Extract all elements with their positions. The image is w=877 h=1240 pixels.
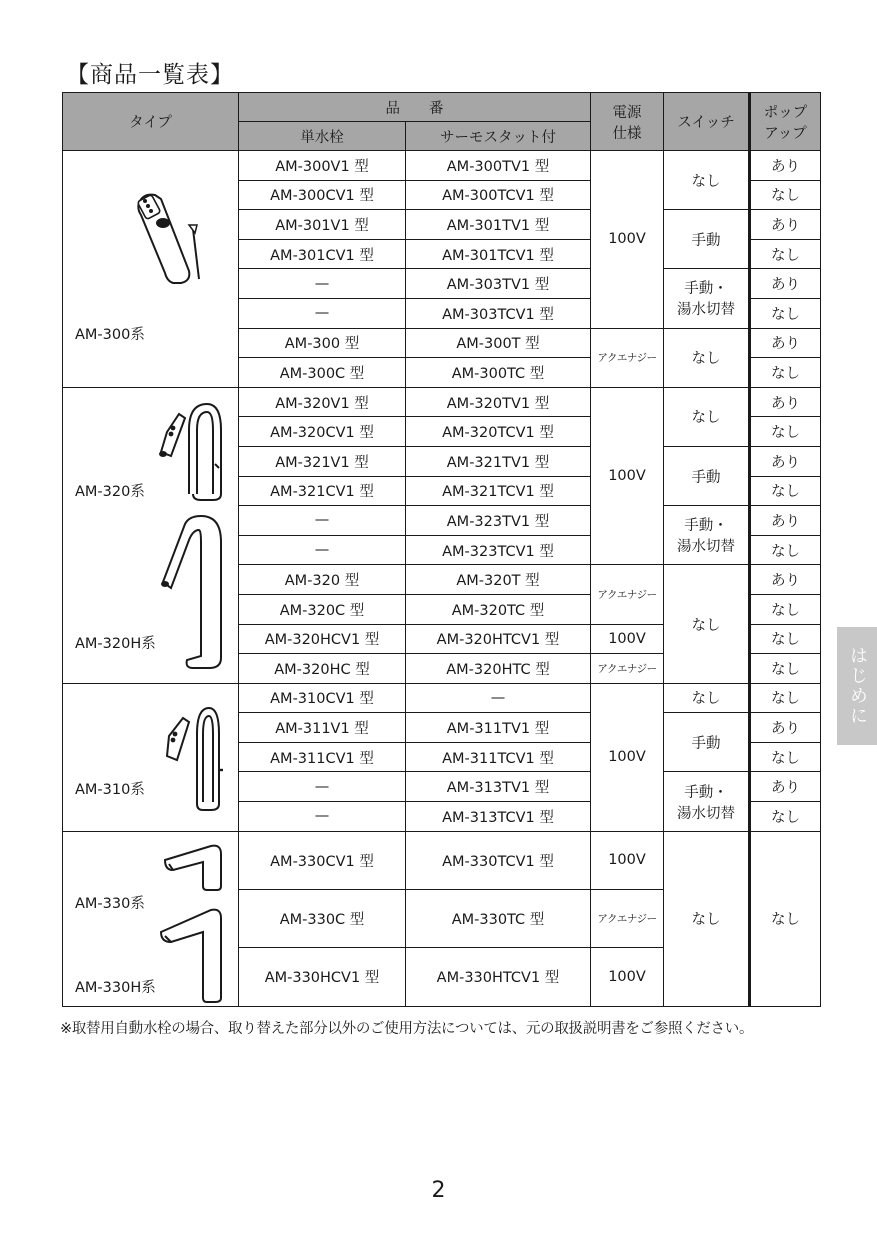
cell-thermo: AM-313TV1 型 bbox=[406, 772, 591, 802]
cell-thermo: AM-320HTC 型 bbox=[406, 654, 591, 684]
cell-popup: あり bbox=[750, 210, 821, 240]
cell-power: 100V bbox=[591, 387, 664, 565]
type-cell-am330 bbox=[63, 831, 239, 1006]
cell-thermo: AM-330TCV1 型 bbox=[406, 831, 591, 889]
cell-popup: なし bbox=[750, 624, 821, 654]
cell-popup: なし bbox=[750, 180, 821, 210]
footnote: ※取替用自動水栓の場合、取り替えた部分以外のご使用方法については、元の取扱説明書をご参照ください。 bbox=[60, 1021, 754, 1037]
faucet-am300-icon bbox=[127, 189, 217, 289]
cell-thermo: AM-300T 型 bbox=[406, 328, 591, 358]
type-cell-am320 bbox=[63, 387, 239, 683]
faucet-am310-icon bbox=[157, 694, 227, 814]
cell-single: AM-300 型 bbox=[239, 328, 406, 358]
cell-thermo: AM-320TV1 型 bbox=[406, 387, 591, 417]
cell-single: AM-300V1 型 bbox=[239, 151, 406, 181]
cell-thermo: AM-320TCV1 型 bbox=[406, 417, 591, 447]
cell-thermo: — bbox=[406, 683, 591, 713]
cell-popup: なし bbox=[750, 802, 821, 832]
header-single: 単水栓 bbox=[239, 122, 406, 151]
cell-thermo: AM-321TV1 型 bbox=[406, 446, 591, 476]
cell-thermo: AM-321TCV1 型 bbox=[406, 476, 591, 506]
cell-popup: なし bbox=[750, 358, 821, 388]
cell-single: — bbox=[239, 269, 406, 299]
cell-popup: あり bbox=[750, 506, 821, 536]
cell-single: AM-300C 型 bbox=[239, 358, 406, 388]
header-power-line1: 電源 bbox=[612, 104, 642, 121]
cell-single: AM-330CV1 型 bbox=[239, 831, 406, 889]
cell-popup: あり bbox=[750, 328, 821, 358]
cell-popup: あり bbox=[750, 151, 821, 181]
cell-popup: なし bbox=[750, 298, 821, 328]
cell-switch: 手動 bbox=[664, 713, 750, 772]
cell-single: AM-320V1 型 bbox=[239, 387, 406, 417]
cell-single: — bbox=[239, 535, 406, 565]
table-row bbox=[63, 387, 821, 417]
cell-power: アクエナジー bbox=[591, 328, 664, 387]
cell-single: AM-320C 型 bbox=[239, 594, 406, 624]
cell-single: AM-321CV1 型 bbox=[239, 476, 406, 506]
cell-single: AM-320CV1 型 bbox=[239, 417, 406, 447]
cell-switch: 手動・ 湯水切替 bbox=[664, 506, 750, 565]
cell-switch: なし bbox=[664, 151, 750, 210]
type-label-am310: AM-310系 bbox=[75, 781, 145, 798]
cell-popup: なし bbox=[750, 535, 821, 565]
cell-power: 100V bbox=[591, 624, 664, 654]
faucet-am320-icon bbox=[149, 394, 229, 504]
cell-single: — bbox=[239, 772, 406, 802]
cell-power: アクエナジー bbox=[591, 654, 664, 684]
header-model-number: 品 番 bbox=[239, 93, 591, 122]
cell-switch: 手動 bbox=[664, 210, 750, 269]
cell-single: AM-330C 型 bbox=[239, 889, 406, 947]
cell-thermo: AM-313TCV1 型 bbox=[406, 802, 591, 832]
cell-popup: あり bbox=[750, 269, 821, 299]
cell-single: AM-301CV1 型 bbox=[239, 239, 406, 269]
cell-single: AM-320HCV1 型 bbox=[239, 624, 406, 654]
cell-single: AM-320 型 bbox=[239, 565, 406, 595]
cell-thermo: AM-323TV1 型 bbox=[406, 506, 591, 536]
header-popup-line1: ポップ bbox=[763, 104, 808, 121]
cell-thermo: AM-323TCV1 型 bbox=[406, 535, 591, 565]
cell-switch: なし bbox=[664, 831, 750, 1006]
cell-switch: なし bbox=[664, 565, 750, 683]
faucet-am320h-icon bbox=[149, 512, 229, 672]
cell-popup: なし bbox=[750, 831, 821, 1006]
cell-thermo: AM-320HTCV1 型 bbox=[406, 624, 591, 654]
type-cell-am300 bbox=[63, 151, 239, 388]
cell-popup: なし bbox=[750, 239, 821, 269]
header-popup bbox=[750, 93, 821, 151]
cell-thermo: AM-300TCV1 型 bbox=[406, 180, 591, 210]
cell-single: — bbox=[239, 298, 406, 328]
cell-single: AM-330HCV1 型 bbox=[239, 948, 406, 1006]
cell-popup: なし bbox=[750, 417, 821, 447]
cell-thermo: AM-330TC 型 bbox=[406, 889, 591, 947]
cell-switch: なし bbox=[664, 683, 750, 713]
page-number: 2 bbox=[431, 1178, 446, 1203]
cell-thermo: AM-320T 型 bbox=[406, 565, 591, 595]
cell-power: アクエナジー bbox=[591, 889, 664, 947]
cell-switch: 手動 bbox=[664, 446, 750, 505]
cell-power: 100V bbox=[591, 831, 664, 889]
cell-popup: あり bbox=[750, 772, 821, 802]
table-row bbox=[63, 683, 821, 713]
cell-power: アクエナジー bbox=[591, 565, 664, 624]
cell-thermo: AM-300TC 型 bbox=[406, 358, 591, 388]
cell-popup: あり bbox=[750, 713, 821, 743]
page-title: 【商品一覧表】 bbox=[66, 62, 234, 88]
cell-thermo: AM-311TCV1 型 bbox=[406, 742, 591, 772]
cell-single: AM-301V1 型 bbox=[239, 210, 406, 240]
cell-switch: なし bbox=[664, 328, 750, 387]
cell-switch: 手動・ 湯水切替 bbox=[664, 269, 750, 328]
faucet-am330h-icon bbox=[159, 904, 229, 1004]
header-power bbox=[591, 93, 664, 151]
cell-thermo: AM-330HTCV1 型 bbox=[406, 948, 591, 1006]
cell-single: AM-310CV1 型 bbox=[239, 683, 406, 713]
header-switch: スイッチ bbox=[664, 93, 750, 151]
cell-popup: なし bbox=[750, 594, 821, 624]
header-thermostat: サーモスタット付 bbox=[406, 122, 591, 151]
type-label-am320h: AM-320H系 bbox=[75, 635, 156, 652]
cell-thermo: AM-320TC 型 bbox=[406, 594, 591, 624]
cell-single: AM-311V1 型 bbox=[239, 713, 406, 743]
cell-thermo: AM-303TV1 型 bbox=[406, 269, 591, 299]
cell-single: — bbox=[239, 506, 406, 536]
header-power-line2: 仕様 bbox=[612, 125, 642, 142]
cell-thermo: AM-303TCV1 型 bbox=[406, 298, 591, 328]
faucet-am330-icon bbox=[163, 840, 227, 892]
cell-thermo: AM-311TV1 型 bbox=[406, 713, 591, 743]
cell-popup: なし bbox=[750, 683, 821, 713]
cell-popup: あり bbox=[750, 387, 821, 417]
cell-switch: なし bbox=[664, 387, 750, 446]
cell-popup: あり bbox=[750, 446, 821, 476]
header-type: タイプ bbox=[63, 93, 239, 151]
table-row bbox=[63, 151, 821, 181]
type-label-am320: AM-320系 bbox=[75, 483, 145, 500]
type-label-am300: AM-300系 bbox=[75, 327, 145, 343]
header-popup-line2: アップ bbox=[764, 125, 807, 142]
type-cell-am310 bbox=[63, 683, 239, 831]
type-label-am330: AM-330系 bbox=[75, 895, 145, 912]
cell-single: AM-311CV1 型 bbox=[239, 742, 406, 772]
type-label-am330h: AM-330H系 bbox=[75, 979, 156, 996]
cell-single: AM-320HC 型 bbox=[239, 654, 406, 684]
product-list-table bbox=[62, 92, 821, 1007]
cell-single: AM-321V1 型 bbox=[239, 446, 406, 476]
cell-thermo: AM-301TCV1 型 bbox=[406, 239, 591, 269]
cell-switch: 手動・ 湯水切替 bbox=[664, 772, 750, 831]
cell-single: AM-300CV1 型 bbox=[239, 180, 406, 210]
cell-popup: あり bbox=[750, 565, 821, 595]
cell-popup: なし bbox=[750, 742, 821, 772]
cell-popup: なし bbox=[750, 476, 821, 506]
cell-single: — bbox=[239, 802, 406, 832]
cell-popup: なし bbox=[750, 654, 821, 684]
cell-power: 100V bbox=[591, 151, 664, 329]
cell-thermo: AM-301TV1 型 bbox=[406, 210, 591, 240]
cell-power: 100V bbox=[591, 683, 664, 831]
cell-power: 100V bbox=[591, 948, 664, 1006]
table-row bbox=[63, 831, 821, 889]
cell-thermo: AM-300TV1 型 bbox=[406, 151, 591, 181]
section-tab-introduction[interactable]: はじめに bbox=[837, 627, 877, 745]
